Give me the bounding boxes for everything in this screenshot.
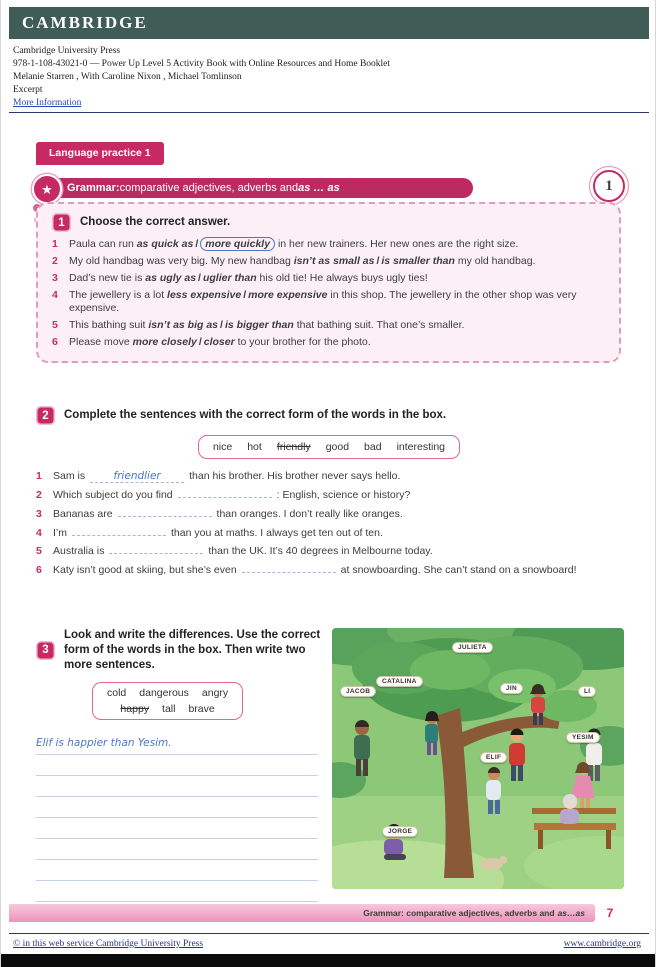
item-pre: The jewellery is a lot <box>69 288 168 301</box>
item-pre: Australia is <box>53 545 105 558</box>
item-pre: Bananas are <box>53 507 113 520</box>
item-post: in her new trainers. Her new ones are the right size. <box>275 238 519 250</box>
item-number: 1 <box>52 238 58 250</box>
item-option1[interactable]: isn’t as big as <box>148 319 219 332</box>
publisher-line: Cambridge University Press <box>13 46 121 56</box>
item-post: than oranges. I don’t really like oranges. <box>216 507 403 520</box>
name-tag: JULIETA <box>452 642 493 653</box>
header-divider <box>9 112 649 113</box>
item-post: my old handbag. <box>454 254 536 267</box>
exercise3-header <box>36 628 321 673</box>
book-metadata <box>13 45 390 110</box>
writing-line[interactable] <box>36 839 318 860</box>
exercise2-item <box>36 564 622 578</box>
exercise3-section <box>36 628 624 902</box>
item-pre: Paula can run <box>69 238 137 250</box>
page-number-circle <box>589 166 629 206</box>
item-pre: I’m <box>53 526 67 539</box>
option-separator: / <box>243 288 247 301</box>
item-text <box>53 489 622 503</box>
item-number: 6 <box>36 564 42 577</box>
exercise2-items <box>36 470 622 578</box>
answer-blank[interactable] <box>242 572 336 573</box>
exercise1-item <box>52 238 605 252</box>
writing-line[interactable] <box>36 881 318 902</box>
name-tag: JACOB <box>340 686 376 697</box>
item-text <box>69 336 605 350</box>
grammar-label: Grammar: <box>67 182 120 194</box>
item-option1[interactable]: less expensive <box>167 288 242 301</box>
writing-line[interactable] <box>36 755 318 776</box>
item-pre: Katy isn’t good at skiing, but she’s even <box>53 564 237 577</box>
cambridge-logo-banner <box>9 7 649 39</box>
item-text <box>53 564 622 578</box>
grammar-text: comparative adjectives, adverbs and <box>119 182 299 194</box>
cambridge-logo: CAMBRIDGE <box>22 13 148 32</box>
item-text <box>69 319 605 333</box>
exercise3-left-column <box>36 628 321 902</box>
footer-strip-bar <box>9 904 595 922</box>
exercise2-item <box>36 527 622 541</box>
exercise2-item <box>36 470 622 484</box>
excerpt-line: Excerpt <box>13 85 43 95</box>
option-separator: / <box>220 319 223 332</box>
handwritten-sentence: Elif is happier than Yesim. <box>36 736 172 749</box>
answer-blank[interactable] <box>118 516 212 517</box>
item-number: 4 <box>52 288 58 301</box>
name-tag: CATALINA <box>376 676 423 687</box>
item-pre: This bathing suit <box>69 319 149 332</box>
item-number: 5 <box>36 545 42 558</box>
star-icon: ★ <box>32 174 62 204</box>
name-tag: ELIF <box>480 752 507 763</box>
item-text <box>69 289 605 317</box>
item-option2[interactable]: is smaller than <box>381 254 455 267</box>
exercise2-item <box>36 489 622 503</box>
item-text <box>53 527 622 541</box>
authors-line: Melanie Starren , With Caroline Nixon , Michael Tomlinson <box>13 72 242 82</box>
answer-blank[interactable] <box>109 553 203 554</box>
word: angry <box>201 686 229 699</box>
word-struck: friendly <box>276 441 311 453</box>
name-tag: JORGE <box>382 826 418 837</box>
option-separator: / <box>198 336 202 349</box>
grammar-heading <box>41 178 473 198</box>
item-post: than his brother. His brother never says hello. <box>189 470 401 482</box>
isbn-line: 978-1-108-43021-0 — Power Up Level 5 Activity Book with Online Resources and Home Booklet <box>13 59 391 69</box>
item-option2[interactable]: is bigger than <box>224 319 294 332</box>
item-number: 3 <box>36 507 42 520</box>
item-post: : English, science or history? <box>276 488 411 501</box>
item-option2[interactable]: uglier than <box>202 271 257 284</box>
unit-badge: Language practice 1 <box>36 142 164 165</box>
name-tag: LI <box>578 686 596 697</box>
option-separator: / <box>198 271 201 284</box>
word: dangerous <box>139 686 189 699</box>
item-text <box>53 470 622 484</box>
answer-blank[interactable] <box>72 535 166 536</box>
item-option1[interactable]: isn’t as small as <box>293 254 375 267</box>
item-option2[interactable]: more expensive <box>248 288 328 301</box>
writing-line[interactable] <box>36 860 318 881</box>
handwritten-answer: friendlier <box>113 470 161 482</box>
exercise1-header <box>52 213 605 232</box>
answer-blank[interactable] <box>178 497 272 498</box>
item-text <box>69 255 605 269</box>
item-post: that bathing suit. That one’s smaller. <box>293 319 465 332</box>
exercise2-number-badge: 2 <box>36 406 55 425</box>
footer-page-number: 7 <box>595 904 625 922</box>
exercise1-title: Choose the correct answer. <box>80 216 231 229</box>
writing-line[interactable] <box>36 797 318 818</box>
park-scene <box>332 628 624 889</box>
word-struck: happy <box>120 702 150 715</box>
exercise2-item <box>36 508 622 522</box>
copyright-link[interactable]: © in this web service Cambridge University Press <box>13 939 204 949</box>
exercise1-item <box>52 336 605 350</box>
exercise1-item <box>52 319 605 333</box>
item-text <box>69 272 605 286</box>
answer-line[interactable] <box>36 733 318 755</box>
website-link[interactable]: www.cambridge.org <box>563 939 641 949</box>
item-number: 3 <box>52 271 58 284</box>
word: nice <box>212 441 233 453</box>
more-information-link[interactable]: More Information <box>13 98 82 108</box>
exercise2-word-box <box>198 435 460 459</box>
item-number: 5 <box>52 319 58 332</box>
word: cold <box>107 686 127 699</box>
item-number: 6 <box>52 336 58 349</box>
word: interesting <box>396 441 446 453</box>
footer-links <box>13 939 641 949</box>
item-post: than you at maths. I always get ten out of ten. <box>171 526 383 539</box>
word-row <box>107 703 228 715</box>
answer-blank[interactable] <box>90 471 184 483</box>
item-number: 2 <box>36 488 42 501</box>
word-row <box>107 687 228 699</box>
page-number-circle-inner: 1 <box>593 170 625 202</box>
name-tag: JIN <box>500 683 523 694</box>
word: good <box>325 441 350 453</box>
footer-strip <box>9 904 625 922</box>
item-pre: Please move <box>69 336 133 349</box>
writing-line[interactable] <box>36 776 318 797</box>
item-pre: My old handbag was very big. My new handbag <box>69 254 294 267</box>
exercise2-section <box>36 406 622 583</box>
exercise2-item <box>36 545 622 559</box>
word: bad <box>364 441 382 453</box>
item-pre: Which subject do you find <box>53 488 173 501</box>
item-text <box>53 508 622 522</box>
exercise1-panel <box>36 202 621 363</box>
exercise1-item <box>52 255 605 269</box>
exercise1-item <box>52 289 605 317</box>
item-option2-circled[interactable]: more quickly <box>200 237 275 251</box>
item-number: 4 <box>36 526 42 539</box>
exercise3-title: Look and write the differences. Use the correct form of the words in the box. Then write two more sentences. <box>64 629 321 671</box>
exercise1-item <box>52 272 605 286</box>
item-pre: Sam is <box>53 470 86 482</box>
item-post: to your brother for the photo. <box>234 336 371 349</box>
item-number: 1 <box>36 470 42 482</box>
footer-strip-italic: as…as <box>557 908 585 918</box>
item-option1[interactable]: as quick as <box>136 238 194 250</box>
writing-line[interactable] <box>36 818 318 839</box>
item-post: than the UK. It’s 40 degrees in Melbourne today. <box>208 545 433 558</box>
word: brave <box>188 702 215 715</box>
item-option2[interactable]: closer <box>203 336 235 349</box>
option-separator: / <box>195 238 199 250</box>
word: tall <box>162 702 176 715</box>
park-illustration <box>332 628 624 889</box>
exercise3-word-box <box>92 682 243 720</box>
item-post: his old tie! He always buys ugly ties! <box>256 271 428 284</box>
word: hot <box>247 441 262 453</box>
item-option1[interactable]: more closely <box>132 336 197 349</box>
exercise2-title: Complete the sentences with the correct form of the words in the box. <box>64 409 447 422</box>
exercise3-number-badge: 3 <box>36 641 55 660</box>
name-tag: YESIM <box>566 732 600 743</box>
exercise2-header <box>36 406 622 425</box>
item-post: in this shop. The jewellery in the other shop was very expensive. <box>69 288 577 315</box>
item-text <box>69 238 605 252</box>
item-text <box>53 545 622 559</box>
item-number: 2 <box>52 254 58 267</box>
item-option1[interactable]: as ugly as <box>145 271 197 284</box>
exercise1-items <box>52 238 605 350</box>
footer-strip-text: Grammar: comparative adjectives, adverbs and <box>363 908 555 918</box>
bottom-black-bar <box>1 954 655 967</box>
item-pre: Dad’s new tie is <box>69 271 146 284</box>
option-separator: / <box>376 254 380 267</box>
footer-divider <box>9 933 649 934</box>
grammar-italic: as … as <box>298 182 340 194</box>
exercise1-number-badge: 1 <box>52 213 71 232</box>
item-post: at snowboarding. She can’t stand on a snowboard! <box>340 564 577 577</box>
